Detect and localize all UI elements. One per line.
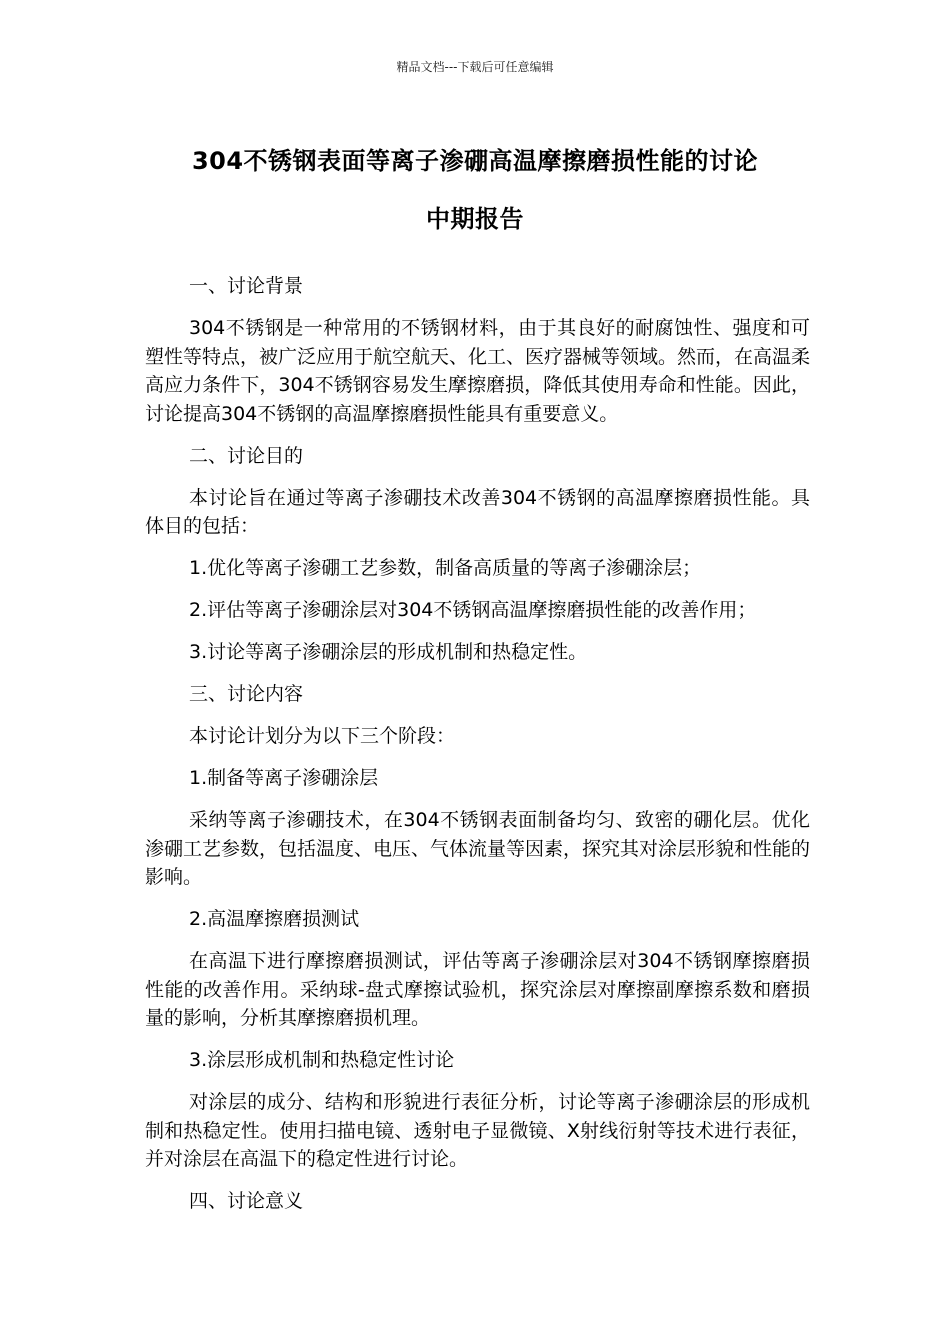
page-header: 精品文档---下载后可任意编辑 xyxy=(396,60,554,74)
stage-paragraph-3: 对涂层的成分、结构和形貌进行表征分析，讨论等离子渗硼涂层的形成机制和热稳定性。使用扫描电镜、透射电子显微镜、X射线衍射等技术进行表征，并对涂层在高温下的稳定性进行讨论。 xyxy=(145,1091,810,1170)
section-heading-significance: 四、讨论意义 xyxy=(189,1190,304,1212)
paragraph-background: 304不锈钢是一种常用的不锈钢材料，由于其良好的耐腐蚀性、强度和可塑性等特点，被广泛应用于航空航天、化工、医疗器械等领域。然而，在高温柔高应力条件下，304不锈钢容易发生摩擦磨损，降低其使用寿命和性能。因此，讨论提高304不锈钢的高温摩擦磨损性能具有重要意义。 xyxy=(145,317,811,425)
purpose-item-1: 1.优化等离子渗硼工艺参数，制备高质量的等离子渗硼涂层； xyxy=(189,557,702,579)
section-heading-content: 三、讨论内容 xyxy=(189,683,304,705)
paragraph-content-intro: 本讨论计划分为以下三个阶段： xyxy=(189,725,456,747)
stage-heading-3: 3.涂层形成机制和热稳定性讨论 xyxy=(189,1049,455,1071)
stage-heading-2: 2.高温摩擦磨损测试 xyxy=(189,908,360,930)
section-heading-purpose: 二、讨论目的 xyxy=(189,444,304,467)
section-heading-background: 一、讨论背景 xyxy=(189,275,304,297)
document-body xyxy=(145,272,810,1229)
purpose-item-3: 3.讨论等离子渗硼涂层的形成机制和热稳定性。 xyxy=(189,641,588,663)
document-subtitle: 中期报告 xyxy=(426,205,524,233)
document-title: 304不锈钢表面等离子渗硼高温摩擦磨损性能的讨论 xyxy=(191,147,759,175)
stage-heading-1: 1.制备等离子渗硼涂层 xyxy=(189,767,379,789)
paragraph-purpose: 本讨论旨在通过等离子渗硼技术改善304不锈钢的高温摩擦磨损性能。具体目的包括： xyxy=(145,486,810,537)
purpose-item-2: 2.评估等离子渗硼涂层对304不锈钢高温摩擦磨损性能的改善作用； xyxy=(189,599,757,621)
stage-paragraph-1: 采纳等离子渗硼技术，在304不锈钢表面制备均匀、致密的硼化层。优化渗硼工艺参数，包括温度、电压、气体流量等因素，探究其对涂层形貌和性能的影响。 xyxy=(145,809,811,888)
stage-paragraph-2: 在高温下进行摩擦磨损测试，评估等离子渗硼涂层对304不锈钢摩擦磨损性能的改善作用。采纳球-盘式摩擦试验机，探究涂层对摩擦副摩擦系数和磨损量的影响，分析其摩擦磨损机理。 xyxy=(145,950,810,1029)
